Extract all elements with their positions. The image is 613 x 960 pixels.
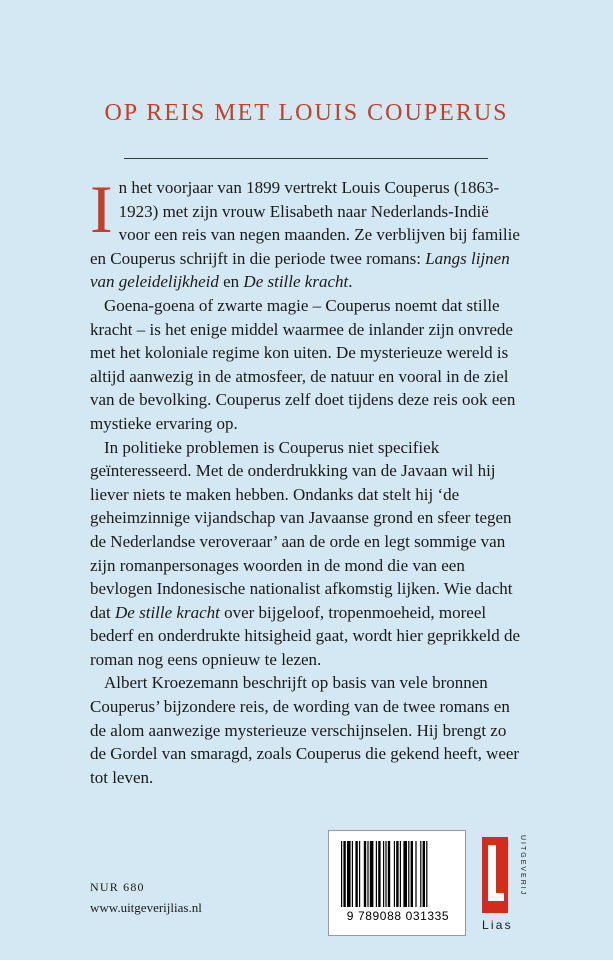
publisher-logo-name: Lias: [482, 918, 513, 932]
book-series-title: OP REIS MET LOUIS COUPERUS: [104, 100, 509, 126]
publisher-logo-vertical-text: UITGEVERIJ: [519, 835, 526, 897]
title-divider: [124, 158, 488, 159]
publisher-logo: [480, 835, 528, 935]
blurb-paragraph-3: In politieke problemen is Couperus niet specifiek geïnteresseerd. Met de onderdrukking van de Javaan wil hij liever niets te maken hebben. Ondanks dat stelt hij ‘de geheimzinnige vijandschap van Javaanse grond en sfeer tegen de Nederlandse veroveraar’ aan de orde en legt sommige van zijn romanpersonages woorden in de mond die van een bevlogen Indonesische nationalist afkomstig lijken. Wie dacht dat De stille kracht over bijgeloof, tropenmoeheid, moreel bederf en onderdrukte hitsigheid gaat, wordt hier geprikkeld de roman nog eens opnieuw te lezen.: [90, 437, 521, 669]
barcode-bars: [339, 841, 455, 907]
drop-cap: I: [90, 171, 113, 247]
isbn-number: 9 789088 031335: [346, 909, 450, 923]
blurb-paragraph-2: Goena-goena of zwarte magie – Couperus noemt dat stille kracht – is het enige middel waarmee de inlander zijn onvrede met het koloniale regime kon uiten. De mysterieuze wereld is altijd aanwezig in de atmosfeer, de natuur en vooral in de ziel van de bevolking. Couperus zelf doet tijdens deze reis ook een mystieke ervaring op.: [90, 295, 516, 433]
blurb-paragraph-1: In het voorjaar van 1899 vertrekt Louis Couperus (1863-1923) met zijn vrouw Elisabeth naar Nederlands-Indië voor een reis van negen maanden. Ze verblijven bij familie en Couperus schrijft in die periode twee romans: Langs lijnen van geleidelijkheid en De stille kracht.: [90, 171, 520, 292]
blurb-text: [90, 171, 522, 789]
blurb-paragraph-4: Albert Kroezemann beschrijft op basis van vele bronnen Couperus’ bijzondere reis, de wording van de twee romans en de alom aanwezige mysterieuze verschijnselen. Hij brengt zo de Gordel van smaragd, zoals Couperus die gekend heeft, weer tot leven.: [90, 673, 520, 787]
publisher-website: www.uitgeverijlias.nl: [90, 900, 202, 915]
isbn-barcode: [328, 830, 466, 936]
nur-code: NUR 680: [90, 880, 145, 894]
publisher-logo-mark: [482, 837, 508, 913]
